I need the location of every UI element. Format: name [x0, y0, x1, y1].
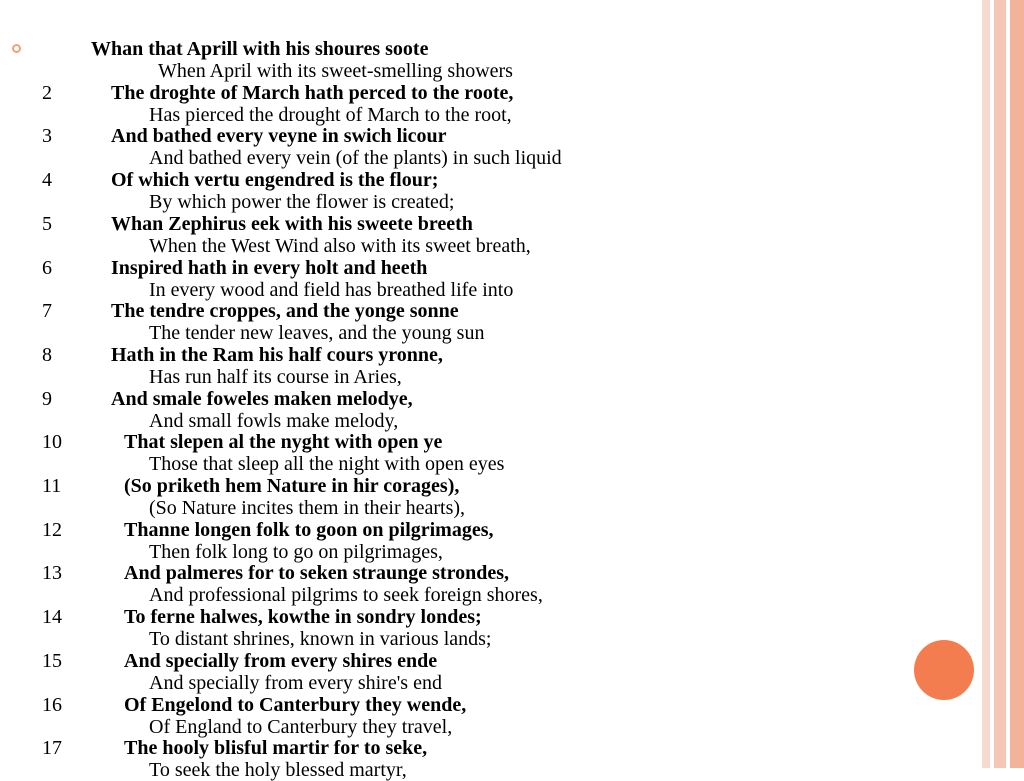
bullet-icon — [12, 44, 21, 53]
modern-translation-line: And small fowls make melody, — [149, 409, 399, 432]
line-number: 9 — [42, 387, 52, 410]
decor-stripe-5 — [1010, 0, 1024, 768]
modern-translation-line: By which power the flower is created; — [149, 191, 455, 214]
modern-translation-line: And professional pilgrims to seek foreign shores, — [149, 584, 543, 607]
middle-english-line: And specially from every shires ende — [124, 649, 438, 672]
line-number: 13 — [42, 562, 62, 585]
modern-translation-line: Has pierced the drought of March to the root, — [149, 103, 512, 126]
decor-stripe-1 — [982, 0, 990, 768]
middle-english-line: The tendre croppes, and the yonge sonne — [111, 300, 459, 323]
line-number: 12 — [42, 518, 62, 541]
line-number: 15 — [42, 649, 62, 672]
middle-english-line: And palmeres for to seken straunge strondes, — [124, 562, 510, 585]
modern-translation-line: When April with its sweet-smelling showers — [158, 60, 513, 82]
middle-english-line: The hooly blisful martir for to seke, — [124, 737, 428, 760]
line-number: 2 — [42, 81, 52, 104]
modern-translation-line: To distant shrines, known in various lands; — [149, 628, 492, 651]
middle-english-line: The droghte of March hath perced to the roote, — [111, 81, 514, 104]
line-number: 11 — [42, 475, 62, 497]
line-number: 8 — [42, 343, 52, 366]
line-number: 4 — [42, 169, 52, 192]
middle-english-line: Thanne longen folk to goon on pilgrimages, — [124, 518, 494, 541]
line-number: 6 — [42, 256, 52, 279]
modern-translation-line: In every wood and field has breathed life into — [149, 278, 514, 301]
line-number: 17 — [42, 737, 62, 760]
modern-translation-line: And bathed every vein (of the plants) in such liquid — [149, 147, 562, 170]
line-number: 14 — [42, 606, 62, 629]
middle-english-line: To ferne halwes, kowthe in sondry londes; — [124, 606, 482, 629]
modern-translation-line: Then folk long to go on pilgrimages, — [149, 540, 443, 563]
modern-translation-line: When the West Wind also with its sweet breath, — [149, 234, 531, 257]
middle-english-line: Inspired hath in every holt and heeth — [111, 256, 428, 279]
line-number: 7 — [42, 300, 52, 323]
middle-english-line: (So priketh hem Nature in hir corages), — [124, 475, 460, 497]
middle-english-line: Whan that Aprill with his shoures soote — [91, 38, 429, 60]
middle-english-line: Of Engelond to Canterbury they wende, — [124, 693, 467, 716]
line-number: 3 — [42, 125, 52, 148]
modern-translation-line: And specially from every shire's end — [149, 671, 442, 694]
modern-translation-line: To seek the holy blessed martyr, — [149, 759, 407, 781]
middle-english-line: Of which vertu engendred is the flour; — [111, 169, 439, 192]
decor-circle — [914, 640, 974, 700]
modern-translation-line: Has run half its course in Aries, — [149, 365, 402, 388]
modern-translation-line: (So Nature incites them in their hearts), — [149, 497, 466, 519]
middle-english-line: Whan Zephirus eek with his sweete breeth — [111, 212, 473, 235]
middle-english-line: That slepen al the nyght with open ye — [124, 431, 443, 454]
middle-english-line: Hath in the Ram his half cours yronne, — [111, 343, 443, 366]
modern-translation-line: Of England to Canterbury they travel, — [149, 715, 453, 738]
middle-english-line: And smale foweles maken melodye, — [111, 387, 413, 410]
line-number: 10 — [42, 431, 62, 454]
decor-stripe-3 — [994, 0, 1006, 768]
line-number: 16 — [42, 693, 62, 716]
modern-translation-line: Those that sleep all the night with open eyes — [149, 453, 505, 476]
modern-translation-line: The tender new leaves, and the young sun — [149, 322, 485, 345]
middle-english-line: And bathed every veyne in swich licour — [111, 125, 447, 148]
line-number: 5 — [42, 212, 52, 235]
